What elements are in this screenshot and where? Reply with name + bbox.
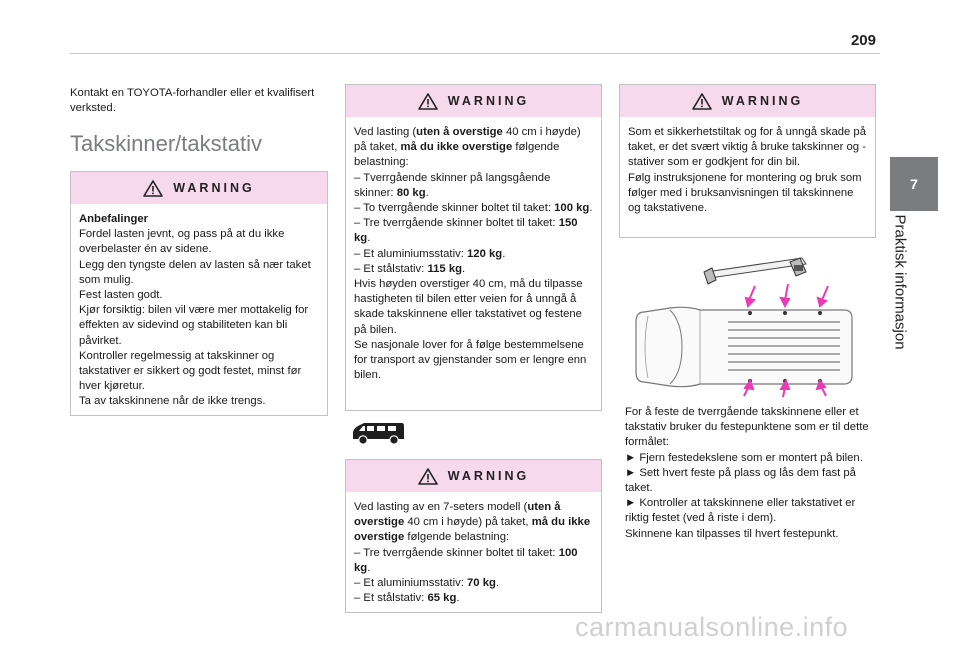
warning-paragraph: Som et sikkerhetstiltak og for å unngå skade på taket, er det svært viktig å bruke takskinner og -stativer som er godkjent for din bil. (628, 126, 866, 169)
watermark: carmanualsonline.info (575, 612, 849, 642)
warning-triangle-icon (418, 93, 438, 110)
load-item: – Tverrgående skinner på langsgående skinner: 80 kg. (354, 171, 551, 199)
warning-text (346, 117, 601, 391)
warning-title: WARNING (447, 94, 530, 108)
intro-text: Kontakt en TOYOTA-forhandler eller et kvalifisert verksted. (70, 87, 315, 115)
chapter-number: 7 (910, 176, 918, 192)
chapter-title-text: Praktisk informasjon (891, 214, 909, 350)
chapter-title (882, 214, 912, 374)
warning-header (346, 85, 601, 117)
seven-seater-van-icon (350, 421, 406, 447)
load-item: – To tverrgående skinner boltet til taket: 100 kg. (354, 202, 593, 215)
warning-triangle-icon (418, 468, 438, 485)
load-item: – Et aluminiumsstativ: 70 kg. (354, 577, 500, 590)
warning-line: Fest lasten godt. (79, 289, 163, 302)
warning-line: Legg den tyngste delen av lasten så nær taket som mulig. (79, 258, 311, 286)
warning-box-middle-2 (345, 459, 602, 613)
instruction-step: ► Kontroller at takskinnene eller takstativet er riktig festet (ved å riste i dem). (625, 497, 856, 525)
warning-subtitle: Anbefalinger (79, 213, 149, 225)
section-heading: Takskinner/takstativ (70, 131, 262, 156)
warning-box-left (70, 171, 328, 416)
warning-title: WARNING (447, 469, 530, 483)
warning-text (71, 204, 327, 418)
warning-title: WARNING (173, 181, 255, 195)
warning-triangle-icon (143, 180, 163, 197)
warning-header (346, 460, 601, 492)
warning-text (620, 117, 875, 224)
warning-line: Kjør forsiktig: bilen vil være mer mottakelig for effekten av sidevind og stabiliteten kan bli påvirket. (79, 304, 309, 347)
load-intro: Ved lasting (uten å overstige 40 cm i høyde) på taket, må du ikke overstige følgende belastning: (354, 126, 581, 169)
warning-title: WARNING (721, 94, 804, 108)
warning-line: Ta av takskinnene når de ikke trengs. (79, 395, 266, 408)
load-item: – Et stålstativ: 65 kg. (354, 592, 460, 605)
roof-rack-illustration (630, 250, 860, 398)
instructions-intro: For å feste de tverrgående takskinnene eller et takstativ bruker du festepunktene som er til dette formålet: (625, 406, 869, 449)
warning-header (71, 172, 327, 204)
warning-paragraph: Følg instruksjonene for montering og bruk som følger med i bruksanvisningen til takskinnene og takstativene. (628, 171, 862, 215)
load-item: – Et aluminiumsstativ: 120 kg. (354, 247, 506, 260)
warning-line: Kontroller regelmessig at takskinner og takstativer er sikkert og godt festet, minst før hver kjøretur. (79, 349, 302, 393)
warning-triangle-icon (692, 93, 712, 110)
instruction-step: ► Fjern festedekslene som er montert på bilen. (625, 451, 863, 464)
load-intro: Ved lasting av en 7-seters modell (uten å overstige 40 cm i høyde) på taket, må du ikke overstige følgende belastning: (354, 501, 591, 544)
warning-paragraph: Se nasjonale lover for å følge bestemmelsene for transport av gjenstander som er lengre enn bilen. (354, 338, 587, 382)
warning-paragraph: Hvis høyden overstiger 40 cm, må du tilpasse hastigheten til bilen etter veien for å unngå å skade takskinnene eller takstativet og festene på bilen. (354, 278, 583, 336)
warning-box-middle-1 (345, 84, 602, 411)
top-divider (70, 53, 880, 54)
warning-header (620, 85, 875, 117)
crossbar-image (704, 258, 806, 284)
page-number: 209 (850, 32, 876, 49)
fixing-instructions (625, 405, 880, 542)
load-item: – Tre tverrgående skinner boltet til taket: 150 kg. (354, 217, 578, 245)
chapter-tab[interactable] (890, 157, 938, 211)
van-top-view (636, 307, 852, 386)
warning-line: Fordel lasten jevnt, og pass på at du ikke overbelaster én av sidene. (79, 228, 285, 256)
warning-text (346, 492, 601, 614)
load-item: – Et stålstativ: 115 kg. (354, 262, 466, 275)
load-item: – Tre tverrgående skinner boltet til taket: 100 kg. (354, 546, 578, 574)
instructions-outro: Skinnene kan tilpasses til hvert festepunkt. (625, 527, 839, 540)
warning-box-right (619, 84, 876, 238)
instruction-step: ► Sett hvert feste på plass og lås dem fast på taket. (625, 466, 856, 495)
